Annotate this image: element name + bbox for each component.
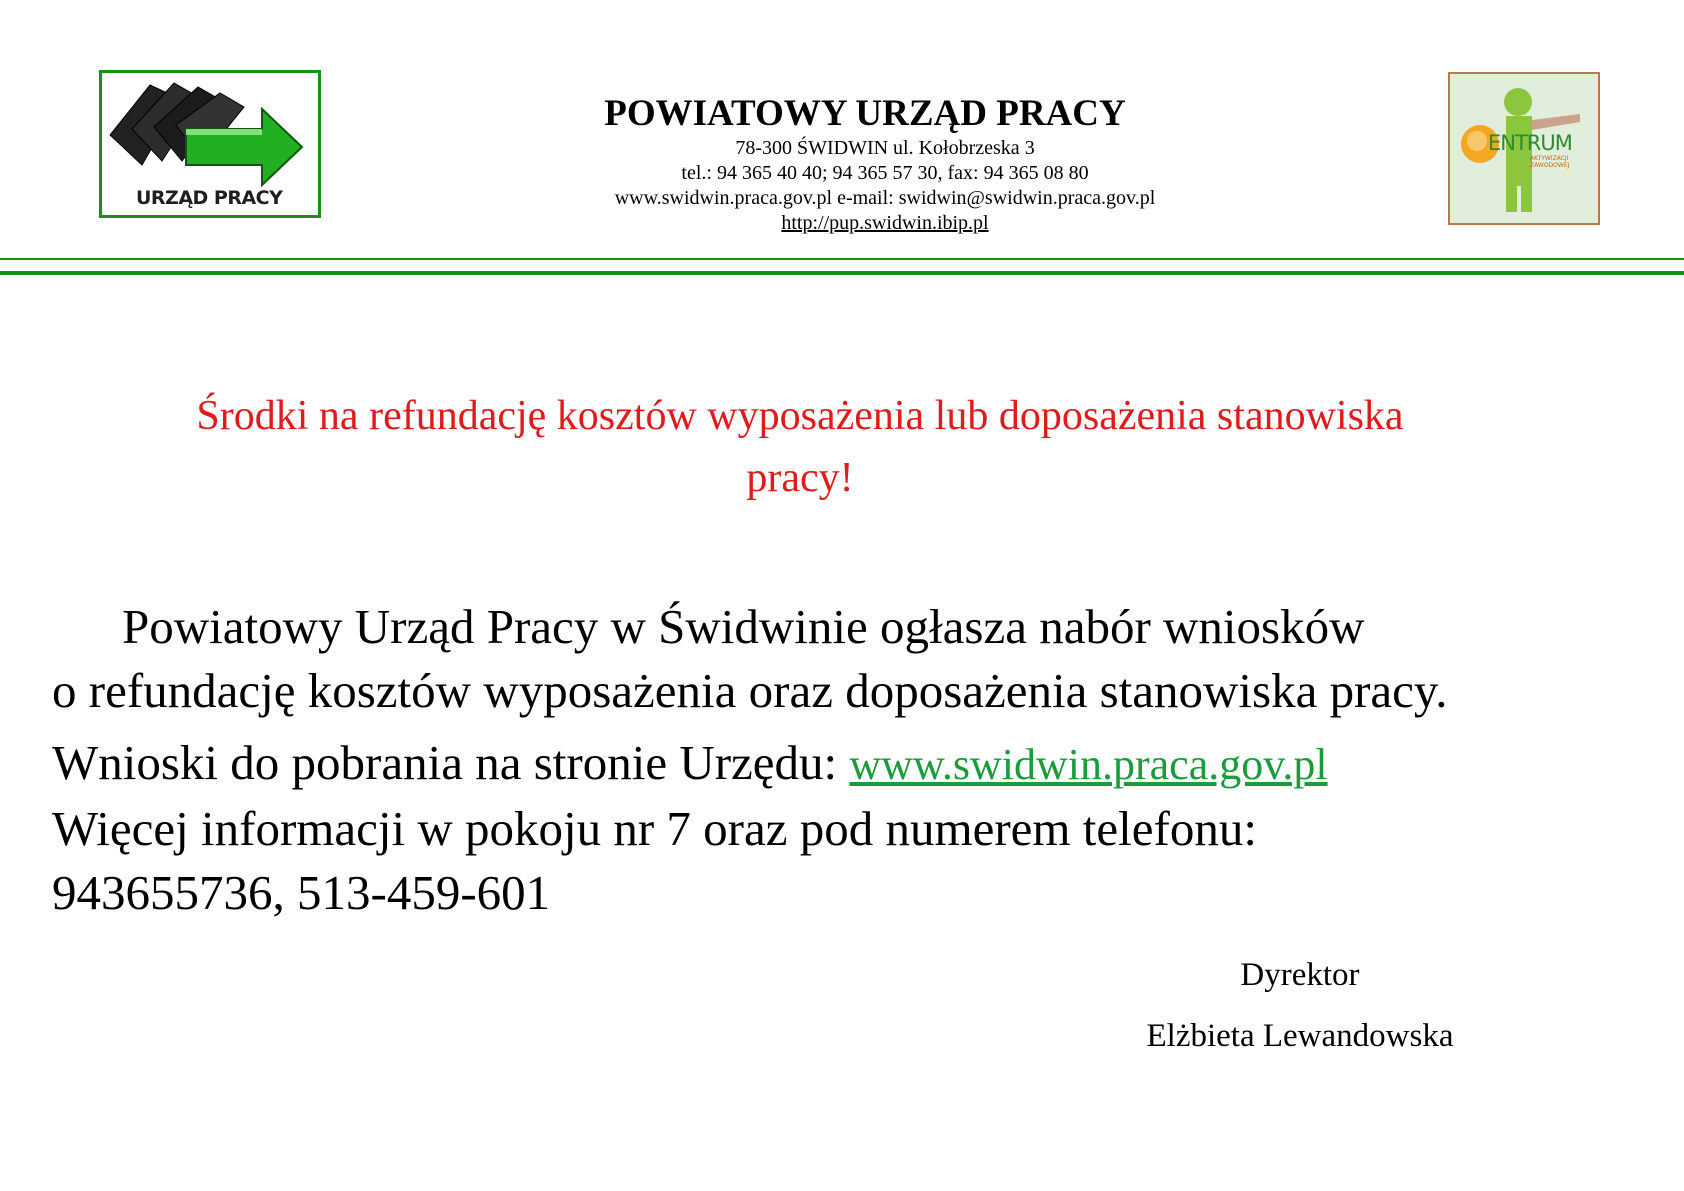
headline-line-2: pracy! xyxy=(746,455,854,501)
centrum-subtitle-1: AKTYWIZACJI xyxy=(1530,155,1569,162)
signature-name: Elżbieta Lewandowska xyxy=(1146,1018,1454,1054)
web-email-line: www.swidwin.praca.gov.pl e-mail: swidwin@swidwin.praca.gov.pl xyxy=(614,187,1156,209)
phone-line: tel.: 94 365 40 40; 94 365 57 30, fax: 94 365 08 80 xyxy=(681,162,1089,184)
signature-role: Dyrektor xyxy=(1240,957,1360,993)
organization-title: POWIATOWY URZĄD PRACY xyxy=(604,93,1126,134)
bip-link[interactable]: http://pup.swidwin.ibip.pl xyxy=(781,212,989,234)
urzad-pracy-logo xyxy=(99,70,321,218)
announcement-headline xyxy=(90,385,1510,509)
headline-line-1: Środki na refundację kosztów wyposażenia lub doposażenia stanowiska xyxy=(196,393,1404,439)
address-line: 78-300 ŚWIDWIN ul. Kołobrzeska 3 xyxy=(735,137,1035,159)
body-paragraph-1-line-2: o refundację kosztów wyposażenia oraz doposażenia stanowiska pracy. xyxy=(52,663,1448,718)
body-download-line xyxy=(52,731,1612,797)
announcement-body xyxy=(52,595,1612,925)
bip-line xyxy=(540,211,1230,236)
body-paragraph-1-line-1: Powiatowy Urząd Pracy w Świdwinie ogłasza nabór wniosków xyxy=(122,599,1365,654)
body-info-line: Więcej informacji w pokoju nr 7 oraz pod numerem telefonu: xyxy=(52,801,1257,856)
header-rule-thick xyxy=(0,271,1684,275)
website-link[interactable]: www.swidwin.praca.gov.pl xyxy=(849,740,1328,789)
centrum-subtitle xyxy=(1530,155,1569,169)
centrum-subtitle-2: ZAWODOWEJ xyxy=(1530,162,1570,169)
header-rule-thin xyxy=(0,258,1684,260)
signature-block xyxy=(1080,945,1520,1067)
centrum-logo xyxy=(1448,72,1600,225)
centrum-word: ENTRUM xyxy=(1488,131,1572,155)
download-text: Wnioski do pobrania na stronie Urzędu: xyxy=(52,735,850,790)
body-phone-line: 943655736, 513-459-601 xyxy=(52,865,551,920)
logo-caption: URZĄD PRACY xyxy=(136,187,283,209)
letterhead xyxy=(540,92,1230,236)
